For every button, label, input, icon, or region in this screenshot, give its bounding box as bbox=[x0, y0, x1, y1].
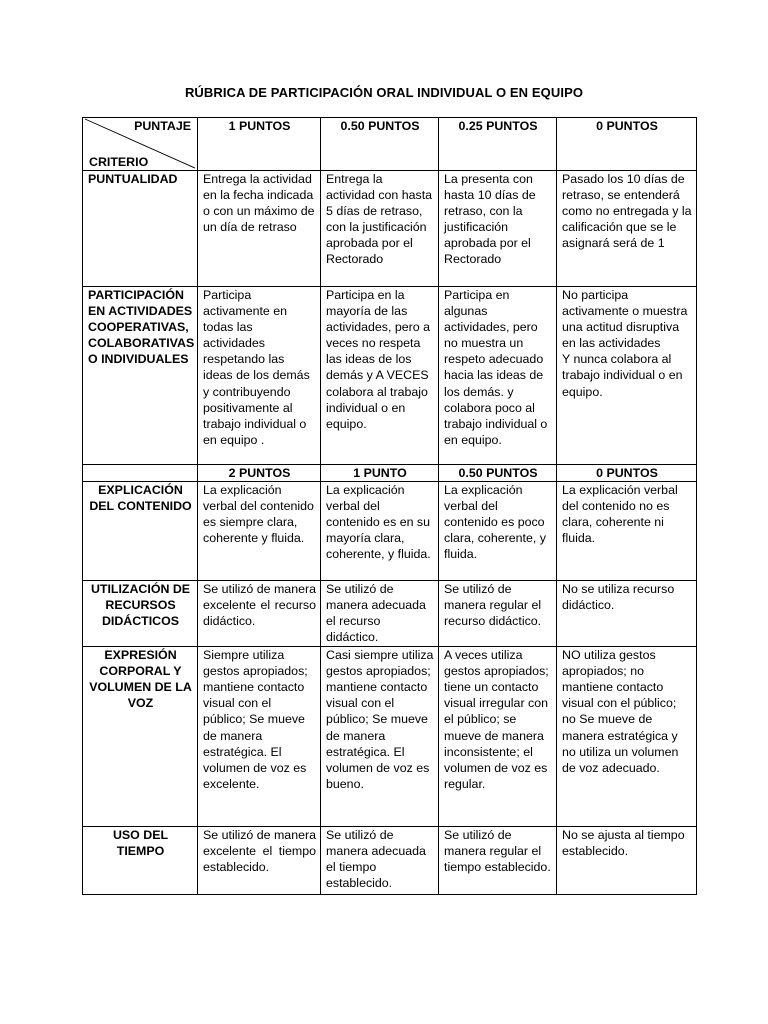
level-header: 0.25 PUNTOS bbox=[439, 118, 557, 171]
rubric-table bbox=[82, 117, 697, 895]
descriptor-cell: La explicación verbal del contenido no es clara, coherente ni fluida. bbox=[557, 482, 697, 581]
descriptor-cell: No se utiliza recurso didáctico. bbox=[557, 581, 697, 647]
descriptor-cell: Pasado los 10 días de retraso, se entenderá como no entregada y la calificación que se le asignará será de 1 bbox=[557, 171, 697, 287]
criterion-label: EXPLICACIÓN DEL CONTENIDO bbox=[83, 482, 198, 581]
criterion-label: PARTICIPACIÓN EN ACTIVIDADES COOPERATIVAS, COLABORATIVAS O INDIVIDUALES bbox=[83, 287, 198, 465]
descriptor-cell: Se utilizó de manera adecuada el tiempo establecido. bbox=[321, 827, 439, 895]
descriptor-cell: A veces utiliza gestos apropiados; tiene un contacto visual irregular con el público; se mueve de manera inconsistente; el volumen de voz es regular. bbox=[439, 647, 557, 827]
descriptor-cell: NO utiliza gestos apropiados; no mantiene contacto visual con el público; no Se mueve de manera estratégica y no utiliza un volumen de voz adecuado. bbox=[557, 647, 697, 827]
rubric-row bbox=[83, 581, 697, 647]
descriptor-cell: No se ajusta al tiempo establecido. bbox=[557, 827, 697, 895]
descriptor-cell: Participa en la mayoría de las actividades, pero a veces no respeta las ideas de los demás y A VECES colabora al trabajo individual o en equipo. bbox=[321, 287, 439, 465]
descriptor-cell: La explicación verbal del contenido es siempre clara, coherente y fluida. bbox=[198, 482, 321, 581]
level-header: 0 PUNTOS bbox=[557, 465, 697, 482]
criterion-label: EXPRESIÓN CORPORAL Y VOLUMEN DE LA VOZ bbox=[83, 647, 198, 827]
level-header: 0.50 PUNTOS bbox=[439, 465, 557, 482]
level-header: 1 PUNTO bbox=[321, 465, 439, 482]
level-header: 1 PUNTOS bbox=[198, 118, 321, 171]
descriptor-cell: No participa activamente o muestra una actitud disruptiva en las actividades Y nunca colabora al trabajo individual o en equipo. bbox=[557, 287, 697, 465]
descriptor-cell: Se utilizó de manera regular el recurso didáctico. bbox=[439, 581, 557, 647]
descriptor-cell: Participa activamente en todas las actividades respetando las ideas de los demás y contribuyendo positivamente al trabajo individual o en equipo . bbox=[198, 287, 321, 465]
level-header: 0 PUNTOS bbox=[557, 118, 697, 171]
criterion-label: UTILIZACIÓN DE RECURSOS DIDÁCTICOS bbox=[83, 581, 198, 647]
level-header: 0.50 PUNTOS bbox=[321, 118, 439, 171]
criterion-label: USO DEL TIEMPO bbox=[83, 827, 198, 895]
descriptor-cell: La explicación verbal del contenido es poco clara, coherente, y fluida. bbox=[439, 482, 557, 581]
descriptor-cell: Entrega la actividad en la fecha indicada o con un máximo de un día de retraso bbox=[198, 171, 321, 287]
subheader-row bbox=[83, 465, 697, 482]
rubric-row bbox=[83, 647, 697, 827]
empty-cell bbox=[83, 465, 198, 482]
level-header: 2 PUNTOS bbox=[198, 465, 321, 482]
descriptor-cell: Entrega la actividad con hasta 5 días de retraso, con la justificación aprobada por el Rectorado bbox=[321, 171, 439, 287]
criterion-label: PUNTUALIDAD bbox=[83, 171, 198, 287]
document-title: RÚBRICA DE PARTICIPACIÓN ORAL INDIVIDUAL O EN EQUIPO bbox=[184, 85, 584, 100]
header-corner-cell bbox=[83, 118, 198, 171]
rubric-row bbox=[83, 171, 697, 287]
descriptor-cell: Se utilizó de manera regular el tiempo establecido. bbox=[439, 827, 557, 895]
descriptor-cell: Se utilizó de manera excelente el recurso didáctico. bbox=[198, 581, 321, 647]
puntaje-label: PUNTAJE bbox=[134, 119, 191, 133]
criterio-label: CRITERIO bbox=[89, 154, 149, 169]
descriptor-cell: La explicación verbal del contenido es en su mayoría clara, coherente, y fluida. bbox=[321, 482, 439, 581]
descriptor-cell: Se utilizó de manera adecuada el recurso didáctico. bbox=[321, 581, 439, 647]
header-row bbox=[83, 118, 697, 171]
descriptor-cell: Participa en algunas actividades, pero no muestra un respeto adecuado hacia las ideas de los demás. y colabora poco al trabajo individual o en equipo. bbox=[439, 287, 557, 465]
rubric-row bbox=[83, 287, 697, 465]
descriptor-cell: Siempre utiliza gestos apropiados; mantiene contacto visual con el público; Se mueve de manera estratégica. El volumen de voz es excelente. bbox=[198, 647, 321, 827]
descriptor-cell: Casi siempre utiliza gestos apropiados; mantiene contacto visual con el público; Se mueve de manera estratégica. El volumen de voz es bueno. bbox=[321, 647, 439, 827]
rubric-row bbox=[83, 482, 697, 581]
descriptor-cell: Se utilizó de manera excelente el tiempo establecido. bbox=[198, 827, 321, 895]
rubric-row bbox=[83, 827, 697, 895]
descriptor-cell: La presenta con hasta 10 días de retraso, con la justificación aprobada por el Rectorado bbox=[439, 171, 557, 287]
